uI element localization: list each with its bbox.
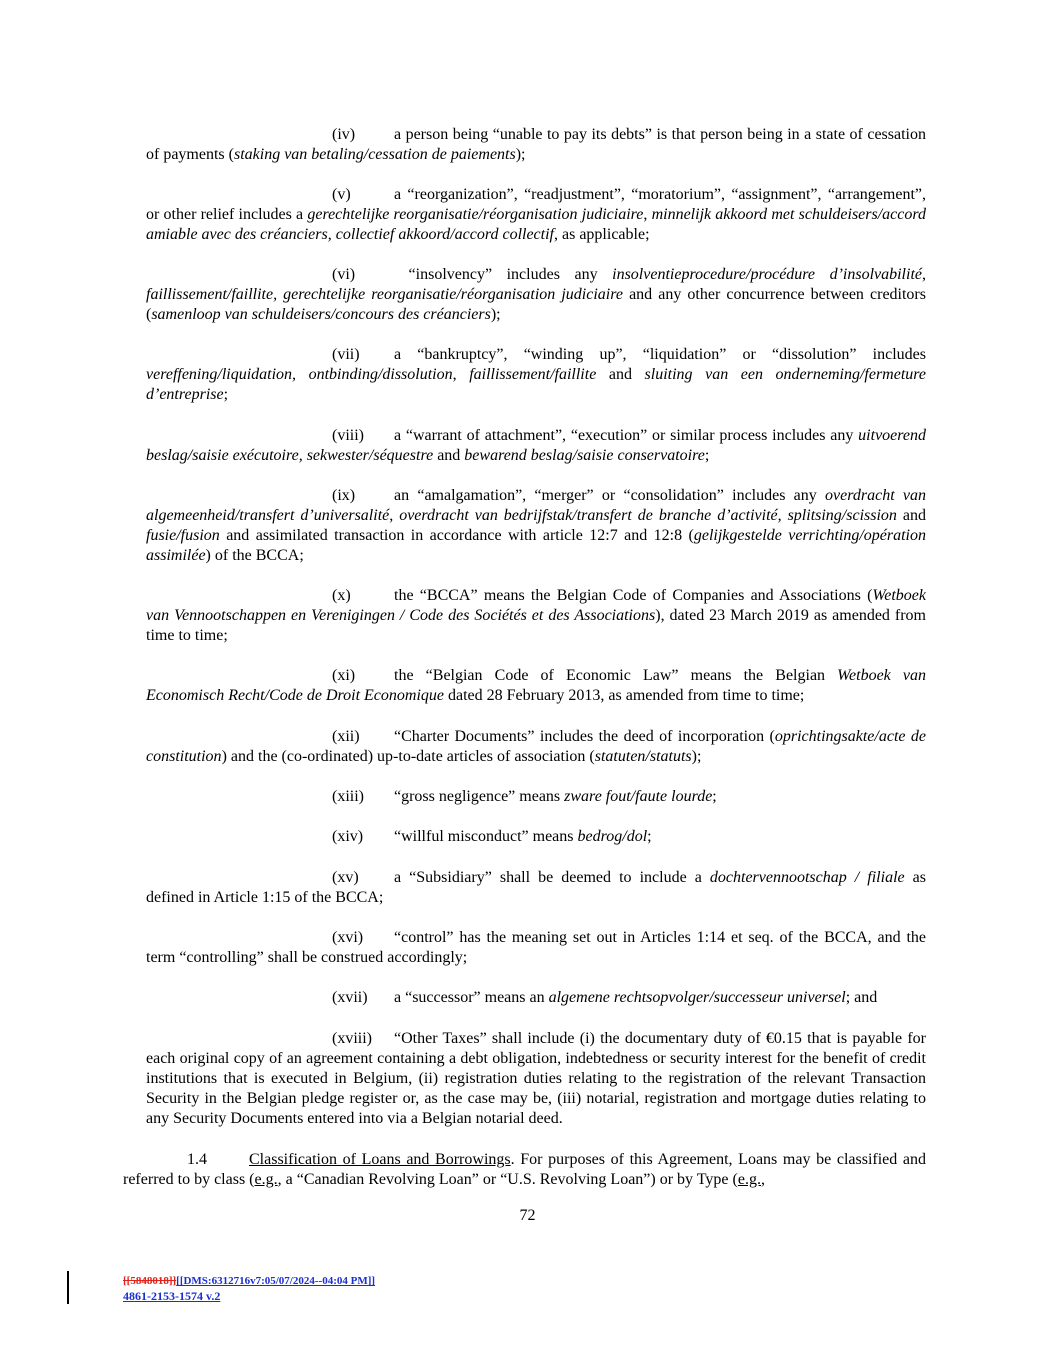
- foreign-term: insolventieprocedure/procédure d’insolvabilité: [612, 266, 922, 283]
- item-text: ,: [643, 206, 652, 223]
- change-bar: [67, 1271, 69, 1304]
- item-text: ;: [223, 386, 229, 403]
- item-number: (xiii): [332, 788, 364, 805]
- item-text: );: [515, 146, 526, 163]
- item-number: (xvii): [332, 989, 368, 1006]
- foreign-term: minnelijk akkoord met schuldeisers/accord amiable avec des créanciers, collectief akkoord/accord collectif: [146, 206, 927, 243]
- item-text: “control” has the meaning set out in Articles 1:14 et seq. of the BCCA, and the term “controlling” shall be construed accordingly;: [146, 929, 926, 966]
- section-1-4: [123, 1150, 926, 1190]
- item-text: a “warrant of attachment”, “execution” or similar process includes any: [394, 427, 859, 444]
- foreign-term: overdracht van algemeenheid/transfert d’universalité, overdracht van bedrijfstak/transfert de branche d’activité, splitsing/scission: [146, 487, 926, 524]
- definition-item-ix: [146, 486, 926, 566]
- foreign-term: gerechtelijke reorganisatie/réorganisation judiciaire: [307, 206, 644, 223]
- item-number: (xiv): [332, 828, 364, 845]
- item-text: “gross negligence” means: [394, 788, 565, 805]
- item-text: ;: [704, 447, 710, 464]
- item-text: and: [596, 366, 645, 383]
- item-text: ,: [922, 266, 926, 283]
- foreign-term: statuten/statuts: [594, 748, 692, 765]
- inserted-doc-id: [[DMS:6312716v7:05/07/2024--04:04 PM]]: [176, 1275, 376, 1287]
- item-number: (xi): [332, 667, 356, 684]
- item-number: (xviii): [332, 1030, 372, 1047]
- item-text: );: [691, 748, 702, 765]
- foreign-term: oprichtingsakte/acte de constitution: [146, 728, 927, 765]
- item-text: ) of the BCCA;: [205, 547, 304, 564]
- definition-item-xv: [146, 868, 926, 908]
- foreign-term: uitvoerend beslag/saisie exécutoire, sekwester/séquestre: [146, 427, 926, 464]
- foreign-term: staking van betaling/cessation de paiements: [233, 146, 516, 163]
- item-number: (xii): [332, 728, 360, 745]
- definition-item-vii: [146, 345, 926, 405]
- item-text: and: [433, 447, 465, 464]
- foreign-term: algemene rechtsopvolger/successeur universel: [548, 989, 846, 1006]
- item-text: a person being “unable to pay its debts” is that person being in a state of cessation of payments (: [146, 126, 926, 163]
- definition-item-xiii: [146, 787, 926, 807]
- item-text: a “Subsidiary” shall be deemed to include a: [394, 869, 710, 886]
- definition-item-v: [146, 185, 926, 245]
- foreign-term: bewarend beslag/saisie conservatoire: [464, 447, 705, 464]
- item-text: );: [490, 306, 501, 323]
- section-text-c: ,: [760, 1171, 765, 1188]
- item-number: (vii): [332, 346, 360, 363]
- item-text: ;: [712, 788, 717, 805]
- item-text: a “successor” means an: [394, 989, 549, 1006]
- foreign-term: Wetboek van Economisch Recht/Code de Droit Economique: [146, 667, 926, 704]
- definition-item-xvi: [146, 928, 926, 968]
- definition-item-vi: [146, 265, 926, 325]
- item-number: (ix): [332, 487, 356, 504]
- foreign-term: samenloop van schuldeisers/concours des créanciers: [151, 306, 491, 323]
- item-text: a “reorganization”, “readjustment”, “moratorium”, “assignment”, “arrangement”, or other relief includes a: [146, 186, 926, 223]
- section-text-b: , a “Canadian Revolving Loan” or “U.S. Revolving Loan”) or by Type (: [277, 1171, 738, 1188]
- item-text: as defined in Article 1:15 of the BCCA;: [146, 869, 927, 906]
- item-text: ,: [452, 366, 470, 383]
- item-text: the “Belgian Code of Economic Law” means the Belgian: [394, 667, 838, 684]
- eg-abbrev-1: e.g.: [254, 1171, 278, 1188]
- foreign-term: zware fout/faute lourde: [564, 788, 713, 805]
- item-number: (viii): [332, 427, 364, 444]
- item-number: (xv): [332, 869, 359, 886]
- foreign-term: faillissement/faillite: [469, 366, 597, 383]
- item-text: a “bankruptcy”, “winding up”, “liquidation” or “dissolution” includes: [394, 346, 926, 363]
- item-text: and any other concurrence between creditors (: [146, 286, 926, 323]
- definition-item-x: [146, 586, 926, 646]
- item-text: ), dated 23 March 2019 as amended from time to time;: [146, 607, 926, 644]
- item-text: the “BCCA” means the Belgian Code of Companies and Associations (: [394, 587, 873, 604]
- item-text: ;: [647, 828, 652, 845]
- item-number: (xvi): [332, 929, 364, 946]
- footer-doc-ids: [123, 1274, 375, 1305]
- item-number: (x): [332, 587, 351, 604]
- definition-item-xviii: [146, 1029, 926, 1129]
- item-number: (v): [332, 186, 351, 203]
- foreign-term: gelijkgestelde verrichting/opération assimilée: [146, 527, 927, 564]
- section-heading: Classification of Loans and Borrowings: [249, 1151, 511, 1168]
- item-text: an “amalgamation”, “merger” or “consolidation” includes any: [394, 487, 826, 504]
- definition-item-xi: [146, 666, 926, 706]
- definition-item-iv: [146, 125, 926, 165]
- item-text: and assimilated transaction in accordance with article 12:7 and 12:8 (: [219, 527, 694, 544]
- item-number: (vi): [332, 266, 356, 283]
- item-text: ; and: [845, 989, 878, 1006]
- foreign-term: Wetboek van Vennootschappen en Verenigingen / Code des Sociétés et des Associations: [146, 587, 926, 624]
- foreign-term: fusie/fusion: [146, 527, 220, 544]
- item-text: “insolvency” includes any: [394, 266, 613, 283]
- deleted-doc-id: [[5848018]]: [123, 1275, 177, 1287]
- item-text: “Other Taxes” shall include (i) the documentary duty of €0.15 that is payable for each original copy of an agreement containing a debt obligation, indebtedness or security interest for the benefit of credit institutions that is executed in Belgium, (ii) registration duties relating to the registration of the relevant Transaction Security in the Belgian pledge register or, as the case may be, (iii) notarial, registration and mortgage duties relating to any Security Documents entered into via a Belgian notarial deed.: [146, 1030, 926, 1127]
- item-text: , as applicable;: [554, 226, 650, 243]
- item-text: “Charter Documents” includes the deed of incorporation (: [394, 728, 775, 745]
- foreign-term: sluiting van een onderneming/fermeture d’entreprise: [146, 366, 927, 403]
- foreign-term: faillissement/faillite, gerechtelijke reorganisatie/réorganisation judiciaire: [146, 286, 623, 303]
- item-text: and: [896, 507, 926, 524]
- page-number: 72: [519, 1207, 536, 1224]
- eg-abbrev-2: e.g.: [737, 1171, 761, 1188]
- definition-item-xii: [146, 727, 926, 767]
- item-number: (iv): [332, 126, 356, 143]
- section-text-a: . For purposes of this Agreement, Loans may be classified and referred to by class (: [123, 1151, 926, 1188]
- foreign-term: vereffening/liquidation, ontbinding/dissolution: [146, 366, 453, 383]
- item-text: ) and the (co-ordinated) up-to-date articles of association (: [221, 748, 595, 765]
- item-text: dated 28 February 2013, as amended from time to time;: [444, 687, 805, 704]
- definition-item-xvii: [146, 988, 926, 1008]
- definition-item-viii: [146, 426, 926, 466]
- foreign-term: dochtervennootschap / filiale: [709, 869, 905, 886]
- foreign-term: bedrog/dol: [577, 828, 648, 845]
- item-text: “willful misconduct” means: [394, 828, 578, 845]
- document-number: 4861-2153-1574 v.2: [123, 1289, 221, 1303]
- section-number: 1.4: [187, 1151, 207, 1168]
- definition-item-xiv: [146, 827, 926, 847]
